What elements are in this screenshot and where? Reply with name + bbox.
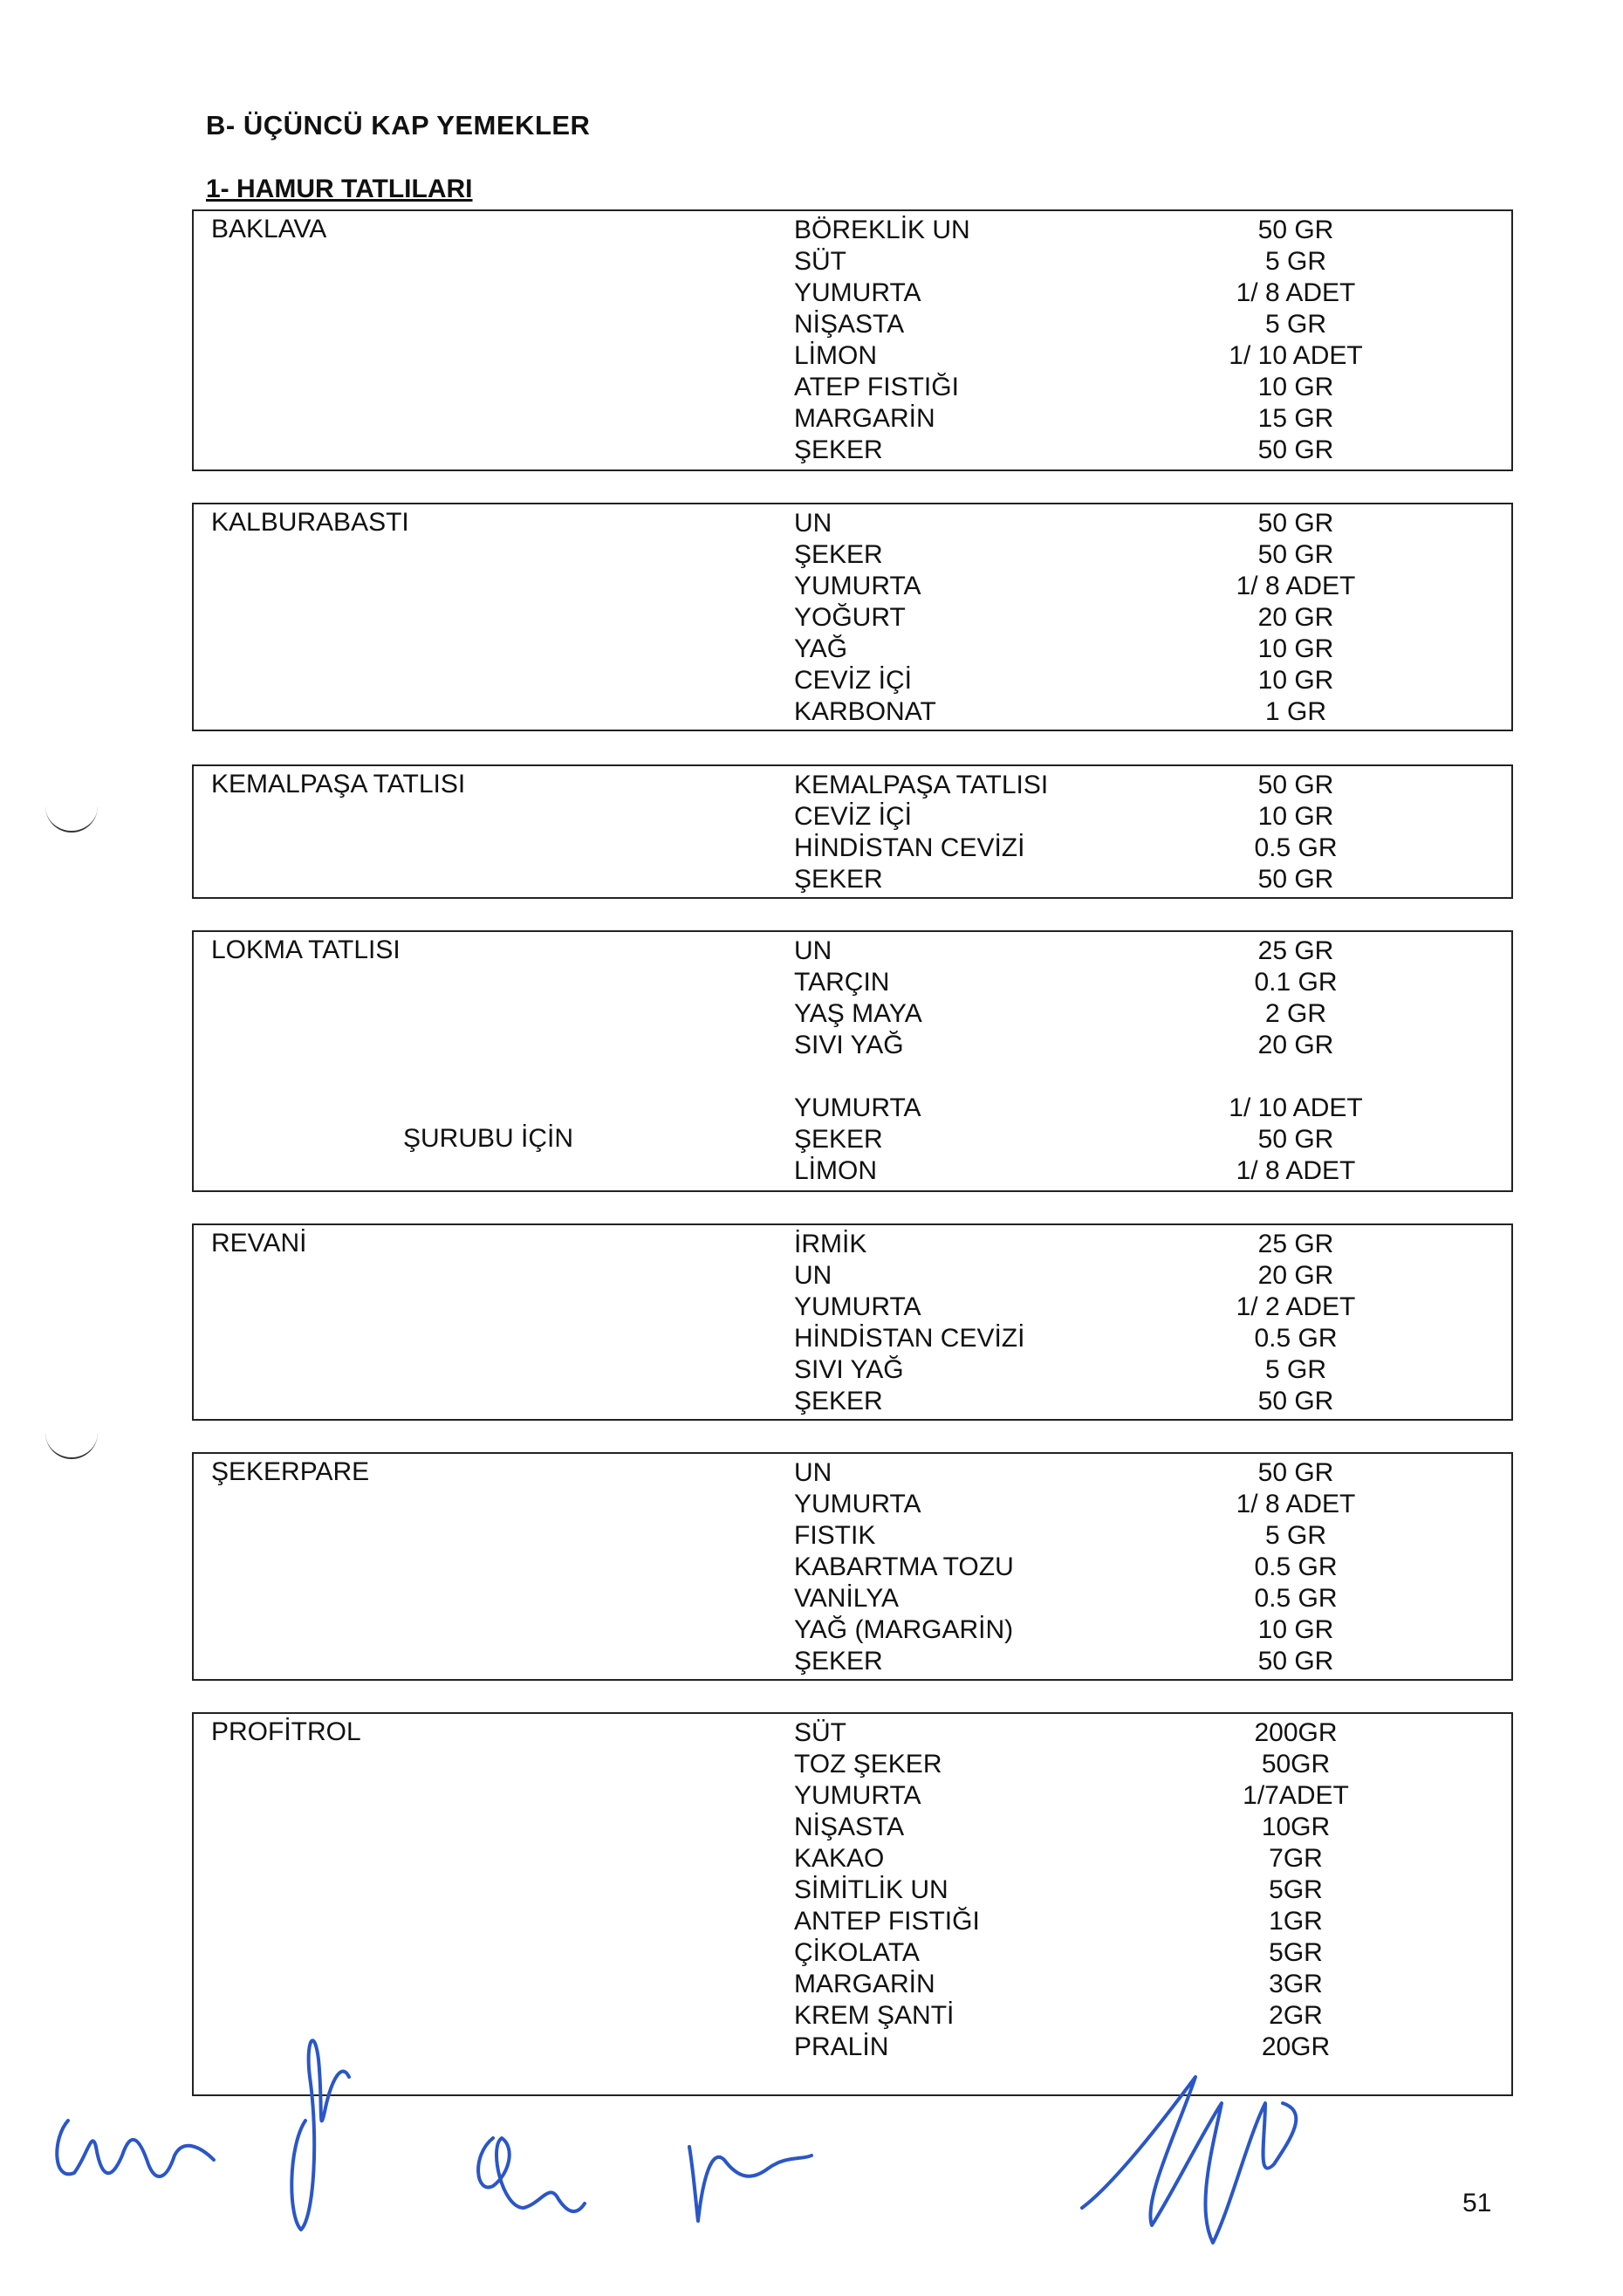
ingredient-row <box>794 372 1511 403</box>
ingredient-name: MARGARİN <box>794 404 935 433</box>
ingredient-quantity: 15 GR <box>1257 404 1334 433</box>
ingredient-quantity: 5 GR <box>1264 1521 1327 1550</box>
ingredient-quantity: 0.5 GR <box>1254 1324 1338 1353</box>
ingredient-row <box>794 1155 1511 1187</box>
ingredient-quantity: 0.1 GR <box>1254 968 1338 997</box>
ingredient-quantity: 50 GR <box>1257 1387 1334 1415</box>
ingredient-row <box>794 833 1511 864</box>
ingredient-name: VANİLYA <box>794 1584 900 1613</box>
ingredient-row <box>794 1646 1511 1677</box>
ingredient-quantity: 20GR <box>1261 2032 1331 2061</box>
ingredient-row <box>794 1937 1511 1969</box>
ingredient-name: BÖREKLİK UN <box>794 216 970 244</box>
ingredient-list <box>794 770 1511 895</box>
ingredient-row <box>794 1717 1511 1749</box>
subsection-title: 1- HAMUR TATLILARI <box>206 175 473 203</box>
ingredient-row <box>794 864 1511 895</box>
ingredient-quantity: 1/ 2 ADET <box>1236 1292 1356 1321</box>
ingredient-quantity: 50 GR <box>1257 435 1334 464</box>
ingredient-row <box>794 665 1511 696</box>
ingredient-row <box>794 1780 1511 1812</box>
ingredient-quantity: 5 GR <box>1264 310 1327 339</box>
ingredient-row <box>794 1520 1511 1552</box>
ingredient-name: UN <box>794 1458 832 1487</box>
ingredient-name: TOZ ŞEKER <box>794 1750 942 1779</box>
signature-strokes <box>0 2007 1623 2296</box>
ingredient-quantity: 7GR <box>1269 1844 1323 1873</box>
ingredient-row <box>794 1323 1511 1354</box>
ingredient-quantity: 1 GR <box>1264 697 1327 726</box>
ingredient-row <box>794 1749 1511 1780</box>
ingredient-row <box>794 340 1511 372</box>
recipe-box <box>192 209 1513 471</box>
ingredient-quantity: 20 GR <box>1257 1031 1334 1059</box>
ingredient-name: UN <box>794 936 832 965</box>
ingredient-name: KARBONAT <box>794 697 936 726</box>
ingredient-name: ŞEKER <box>794 1647 883 1676</box>
ingredient-name: YAĞ (MARGARİN) <box>794 1615 1014 1644</box>
ingredient-name: SIVI YAĞ <box>794 1031 904 1059</box>
ingredient-quantity: 50 GR <box>1257 509 1334 538</box>
ingredient-name: İRMİK <box>794 1230 867 1258</box>
ingredient-quantity: 50 GR <box>1257 865 1334 894</box>
ingredient-name: ATEP FISTIĞI <box>794 373 959 401</box>
ingredient-row <box>794 435 1511 466</box>
ingredient-row <box>794 1552 1511 1583</box>
ingredient-list <box>794 508 1511 728</box>
ingredient-quantity: 5 GR <box>1264 247 1327 276</box>
ingredient-list <box>794 1229 1511 1417</box>
ingredient-row <box>794 998 1511 1030</box>
recipe-box <box>192 764 1513 899</box>
ingredient-name: SIVI YAĞ <box>794 1355 904 1384</box>
ingredient-name: YUMURTA <box>794 278 921 307</box>
ingredient-name: ÇİKOLATA <box>794 1938 920 1967</box>
ingredient-name: YUMURTA <box>794 1781 921 1810</box>
ingredient-quantity: 50 GR <box>1257 771 1334 799</box>
ingredient-row <box>794 1457 1511 1489</box>
ingredient-name: KEMALPAŞA TATLISI <box>794 771 1049 799</box>
punch-hole-mark <box>45 805 98 833</box>
recipe-sub-label: ŞURUBU İÇİN <box>403 1124 574 1153</box>
ingredient-quantity: 1/ 8 ADET <box>1236 572 1356 600</box>
ingredient-quantity: 10 GR <box>1257 666 1334 695</box>
ingredient-row <box>794 634 1511 665</box>
recipe-box <box>192 930 1513 1192</box>
page-number: 51 <box>1462 2189 1492 2217</box>
ingredient-row <box>794 1489 1511 1520</box>
ingredient-quantity: 1/ 10 ADET <box>1229 1093 1363 1122</box>
ingredient-quantity: 2GR <box>1269 2001 1323 2030</box>
ingredient-quantity: 25 GR <box>1257 936 1334 965</box>
ingredient-list <box>794 936 1511 1187</box>
ingredient-name: KABARTMA TOZU <box>794 1552 1014 1581</box>
ingredient-row <box>794 801 1511 833</box>
ingredient-row <box>794 403 1511 435</box>
ingredient-row <box>794 696 1511 728</box>
ingredient-row <box>794 1386 1511 1417</box>
punch-hole-mark <box>45 1431 98 1459</box>
ingredient-quantity: 0.5 GR <box>1254 833 1338 862</box>
ingredient-quantity: 1GR <box>1269 1907 1323 1936</box>
ingredient-quantity: 200GR <box>1254 1718 1338 1747</box>
ingredient-name: UN <box>794 1261 832 1290</box>
ingredient-quantity: 5 GR <box>1264 1355 1327 1384</box>
ingredient-row <box>794 1292 1511 1323</box>
ingredient-row <box>794 1906 1511 1937</box>
ingredient-name: SÜT <box>794 1718 846 1747</box>
ingredient-name: YAĞ <box>794 634 848 663</box>
ingredient-row <box>794 1229 1511 1260</box>
ingredient-quantity: 1/7ADET <box>1243 1781 1349 1810</box>
ingredient-name: MARGARİN <box>794 1970 935 1998</box>
ingredient-name: TARÇIN <box>794 968 890 997</box>
ingredient-row <box>794 1260 1511 1292</box>
ingredient-name: ŞEKER <box>794 1387 883 1415</box>
ingredient-quantity: 20 GR <box>1257 1261 1334 1290</box>
ingredient-row <box>794 1030 1511 1061</box>
ingredient-quantity: 10GR <box>1261 1813 1331 1841</box>
ingredient-row <box>794 571 1511 602</box>
ingredient-name: YOĞURT <box>794 603 906 632</box>
recipe-box <box>192 503 1513 731</box>
ingredient-name: HİNDİSTAN CEVİZİ <box>794 833 1025 862</box>
signature-1 <box>57 2121 214 2176</box>
ingredient-quantity: 50 GR <box>1257 1458 1334 1487</box>
ingredient-name: UN <box>794 509 832 538</box>
ingredient-name: SİMİTLİK UN <box>794 1875 948 1904</box>
ingredient-quantity: 0.5 GR <box>1254 1552 1338 1581</box>
ingredient-row <box>794 1874 1511 1906</box>
ingredient-quantity: 1/ 10 ADET <box>1229 341 1363 370</box>
ingredient-quantity: 50 GR <box>1257 540 1334 569</box>
ingredient-name: HİNDİSTAN CEVİZİ <box>794 1324 1025 1353</box>
ingredient-row <box>794 1093 1511 1124</box>
ingredient-quantity: 50 GR <box>1257 1647 1334 1676</box>
ingredient-row <box>794 278 1511 309</box>
recipe-name: KEMALPAŞA TATLISI <box>211 770 466 798</box>
ingredient-quantity: 20 GR <box>1257 603 1334 632</box>
ingredient-quantity: 1/ 8 ADET <box>1236 278 1356 307</box>
ingredient-row <box>794 1614 1511 1646</box>
ingredient-name: ŞEKER <box>794 540 883 569</box>
recipe-name: PROFİTROL <box>211 1717 361 1746</box>
ingredient-name: YUMURTA <box>794 1292 921 1321</box>
ingredient-name: NİŞASTA <box>794 1813 905 1841</box>
ingredient-row <box>794 936 1511 967</box>
signature-3 <box>478 2138 585 2211</box>
recipe-name: LOKMA TATLISI <box>211 936 401 964</box>
ingredient-row <box>794 1583 1511 1614</box>
ingredient-row <box>794 602 1511 634</box>
recipe-name: BAKLAVA <box>211 215 327 243</box>
ingredient-quantity: 10 GR <box>1257 802 1334 831</box>
ingredient-name: CEVİZ İÇİ <box>794 802 913 831</box>
ingredient-quantity: 5GR <box>1269 1875 1323 1904</box>
ingredient-name: LİMON <box>794 341 878 370</box>
ingredient-row <box>794 1124 1511 1155</box>
ingredient-quantity: 3GR <box>1269 1970 1323 1998</box>
ingredient-quantity: 10 GR <box>1257 373 1334 401</box>
signature-2 <box>291 2040 349 2230</box>
ingredient-name: SÜT <box>794 247 846 276</box>
recipe-box <box>192 1452 1513 1681</box>
ingredient-name: ANTEP FISTIĞI <box>794 1907 980 1936</box>
ingredient-name: LİMON <box>794 1156 878 1185</box>
ingredient-quantity: 50 GR <box>1257 216 1334 244</box>
ingredient-name: YUMURTA <box>794 1093 921 1122</box>
recipe-box <box>192 1223 1513 1421</box>
ingredient-quantity: 5GR <box>1269 1938 1323 1967</box>
ingredient-row <box>794 508 1511 539</box>
signature-4 <box>689 2147 812 2221</box>
ingredient-row <box>794 309 1511 340</box>
ingredient-quantity: 1/ 8 ADET <box>1236 1490 1356 1518</box>
recipe-name: REVANİ <box>211 1229 307 1258</box>
ingredient-name: ŞEKER <box>794 865 883 894</box>
ingredient-row <box>794 1354 1511 1386</box>
ingredient-name: KREM ŞANTİ <box>794 2001 955 2030</box>
ingredient-name: YAŞ MAYA <box>794 999 922 1028</box>
ingredient-name: PRALİN <box>794 2032 889 2061</box>
ingredient-row <box>794 770 1511 801</box>
recipe-name: ŞEKERPARE <box>211 1457 370 1486</box>
ingredient-name: NİŞASTA <box>794 310 905 339</box>
signature-5 <box>1082 2077 1296 2243</box>
ingredient-row <box>794 246 1511 278</box>
recipe-name: KALBURABASTI <box>211 508 409 537</box>
ingredient-row <box>794 967 1511 998</box>
ingredient-list <box>794 1457 1511 1677</box>
ingredient-name: YUMURTA <box>794 572 921 600</box>
ingredient-quantity: 50GR <box>1261 1750 1331 1779</box>
ingredient-quantity: 0.5 GR <box>1254 1584 1338 1613</box>
ingredient-quantity: 2 GR <box>1264 999 1327 1028</box>
ingredient-quantity: 1/ 8 ADET <box>1236 1156 1356 1185</box>
ingredient-name: ŞEKER <box>794 435 883 464</box>
ingredient-name: KAKAO <box>794 1844 885 1873</box>
ingredient-quantity: 50 GR <box>1257 1125 1334 1154</box>
ingredient-name: CEVİZ İÇİ <box>794 666 913 695</box>
ingredient-row <box>794 539 1511 571</box>
ingredient-row <box>794 215 1511 246</box>
ingredient-list <box>794 215 1511 466</box>
ingredient-name: YUMURTA <box>794 1490 921 1518</box>
ingredient-name: FISTIK <box>794 1521 876 1550</box>
ingredient-row <box>794 1061 1511 1093</box>
ingredient-row <box>794 1812 1511 1843</box>
ingredient-name: ŞEKER <box>794 1125 883 1154</box>
section-title: B- ÜÇÜNCÜ KAP YEMEKLER <box>206 110 591 141</box>
ingredient-quantity: 10 GR <box>1257 634 1334 663</box>
ingredient-quantity: 10 GR <box>1257 1615 1334 1644</box>
ingredient-row <box>794 1969 1511 2000</box>
ingredient-quantity: 25 GR <box>1257 1230 1334 1258</box>
ingredient-row <box>794 1843 1511 1874</box>
